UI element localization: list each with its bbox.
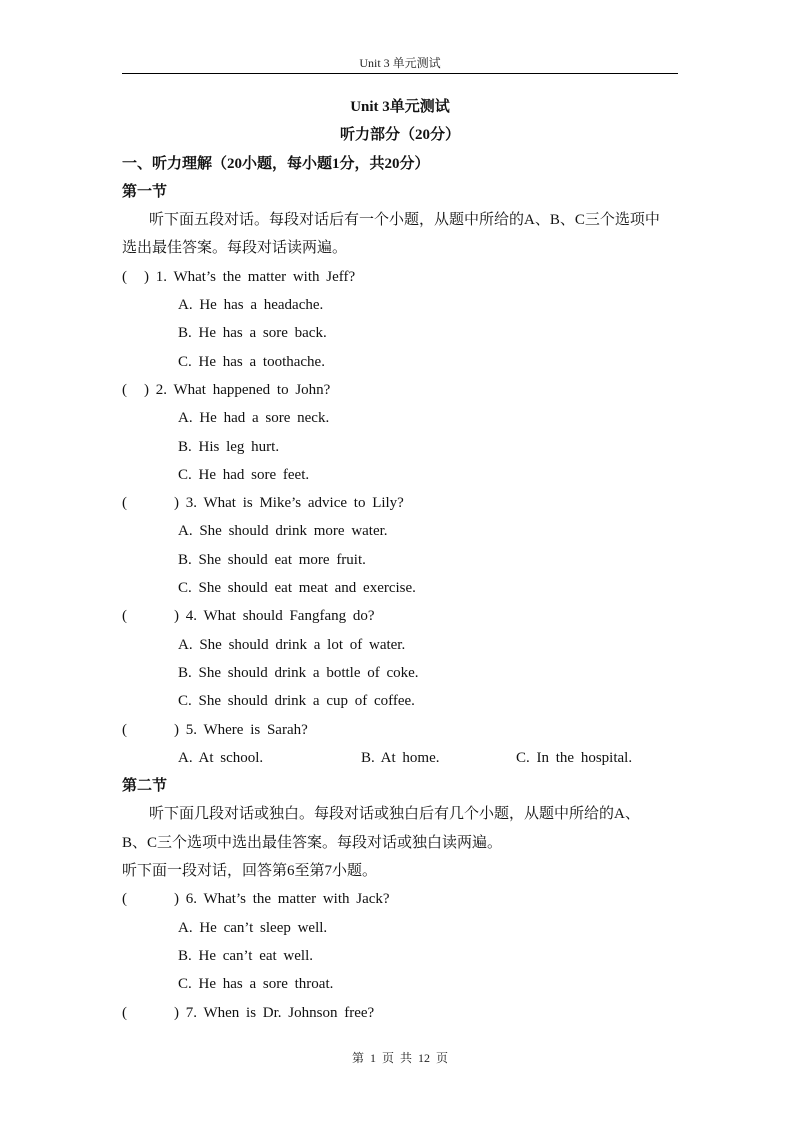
exam-content — [122, 93, 678, 1027]
question-6 — [122, 885, 678, 913]
option-a: A. She should drink more water. — [178, 523, 388, 540]
question-text: ) 5. Where is Sarah? — [174, 721, 308, 738]
question-7 — [122, 999, 678, 1027]
running-header: Unit 3 单元测试 — [359, 56, 441, 70]
header-rule — [122, 73, 678, 74]
question-text: ) 1. What’s the matter with Jeff? — [144, 268, 356, 285]
exam-title: Unit 3单元测试 — [350, 99, 450, 115]
page-number: 第 1 页 共 12 页 — [351, 1051, 448, 1065]
option-a: A. He has a headache. — [178, 297, 324, 314]
question-4 — [122, 602, 678, 630]
option-a: A. She should drink a lot of water. — [178, 636, 406, 653]
answer-blank[interactable]: ( — [122, 495, 127, 512]
answer-blank[interactable]: ( — [122, 381, 127, 398]
question-text: ) 2. What happened to John? — [144, 381, 331, 398]
option-b: B. He has a sore back. — [178, 325, 327, 342]
option-c: C. In the hospital. — [516, 749, 633, 766]
option-b: B. He can’t eat well. — [178, 947, 314, 964]
answer-blank[interactable]: ( — [122, 608, 127, 625]
option-b: B. His leg hurt. — [178, 438, 280, 455]
question-text: ) 3. What is Mike’s advice to Lily? — [174, 495, 404, 512]
section1-heading: 第一节 — [122, 183, 168, 200]
question-2 — [122, 376, 678, 404]
option-b: B. She should drink a bottle of coke. — [178, 664, 419, 681]
answer-blank[interactable]: ( — [122, 268, 127, 285]
question-text: ) 7. When is Dr. Johnson free? — [174, 1004, 375, 1021]
section2-instruction-cont: B、C三个选项中选出最佳答案。每段对话或独白读两遍。 — [122, 834, 503, 851]
exam-subtitle: 听力部分（20分） — [339, 127, 460, 144]
section2-instruction: 听下面几段对话或独白。每段对话或独白后有几个小题，从题中所给的A、 — [149, 806, 640, 823]
option-c: C. She should eat meat and exercise. — [178, 580, 416, 597]
question-text: ) 4. What should Fangfang do? — [174, 608, 375, 625]
question-5 — [122, 716, 678, 744]
question-text: ) 6. What’s the matter with Jack? — [174, 891, 390, 908]
section1-instruction: 听下面五段对话。每段对话后有一个小题，从题中所给的A、B、C三个选项中 — [149, 212, 660, 229]
question-1 — [122, 263, 678, 291]
option-a: A. He had a sore neck. — [178, 410, 330, 427]
option-c: C. He has a sore throat. — [178, 976, 334, 993]
part1-heading: 一、听力理解（20小题，每小题1分，共20分） — [122, 155, 430, 172]
answer-blank[interactable]: ( — [122, 891, 127, 908]
option-c: C. He had sore feet. — [178, 466, 310, 483]
answer-blank[interactable]: ( — [122, 721, 127, 738]
option-c: C. He has a toothache. — [178, 353, 325, 370]
section2-heading: 第二节 — [122, 778, 168, 795]
answer-blank[interactable]: ( — [122, 1004, 127, 1021]
option-a: A. At school. — [178, 749, 264, 766]
option-b: B. At home. — [361, 749, 440, 766]
option-c: C. She should drink a cup of coffee. — [178, 693, 415, 710]
option-b: B. She should eat more fruit. — [178, 551, 366, 568]
dialog-note: 听下面一段对话，回答第6至第7小题。 — [122, 863, 378, 880]
section1-instruction-cont: 选出最佳答案。每段对话读两遍。 — [122, 240, 348, 257]
options-row — [122, 744, 678, 772]
question-3 — [122, 489, 678, 517]
option-a: A. He can’t sleep well. — [178, 919, 328, 936]
